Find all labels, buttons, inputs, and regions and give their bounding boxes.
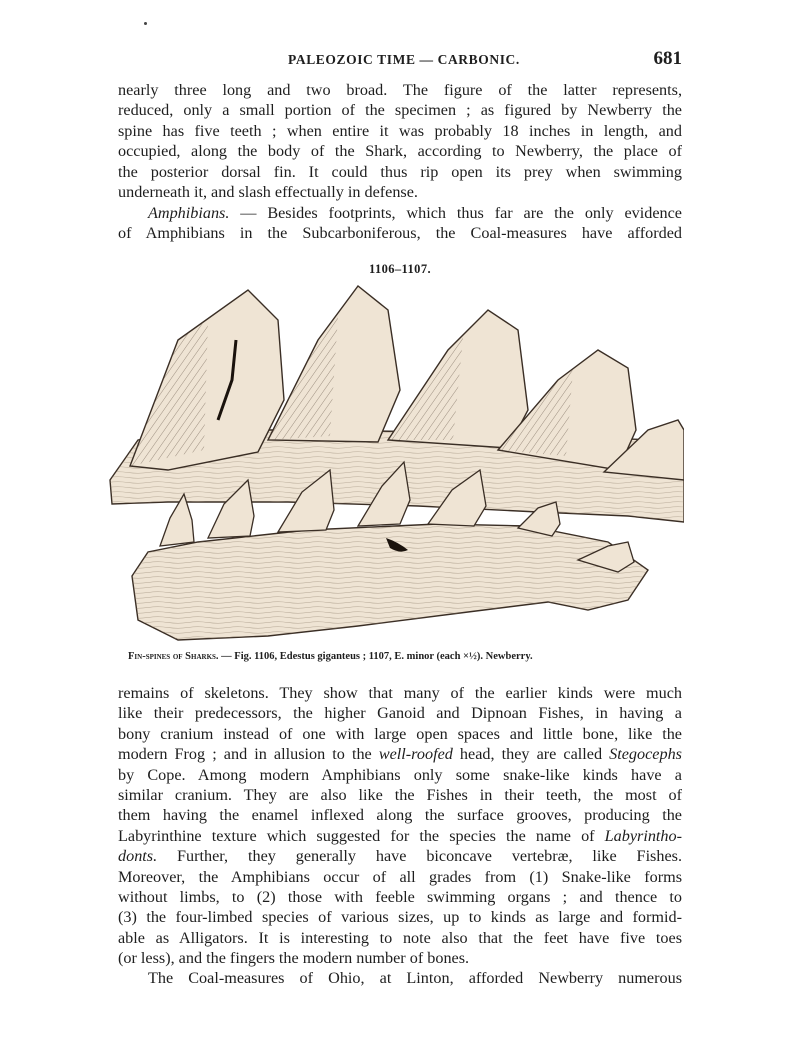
italic-term: Stegocephs	[609, 745, 682, 764]
amphibians-paragraph	[118, 203, 682, 244]
text-line: (3) the four-limbed species of various sizes, up to kinds as large and formid-	[118, 908, 682, 927]
section-heading: Amphibians.	[148, 204, 230, 222]
text-line: (or less), and the fingers the modern number of bones.	[118, 949, 470, 968]
text-line: reduced, only a small portion of the specimen ; as figured by Newberry the	[118, 101, 682, 120]
text-line: underneath it, and slash effectually in defense.	[118, 182, 418, 201]
text-run: Further, they generally have biconcave vertebræ, like Fishes.	[157, 847, 682, 866]
text-line: similar cranium. They are also like the Fishes in their teeth, the most of	[118, 785, 682, 804]
text-line: without limbs, to (2) those with feeble swimming organs ; and thence to	[118, 887, 682, 906]
speck	[144, 22, 147, 25]
page-number: 681	[653, 48, 682, 69]
text-line: nearly three long and two broad. The figure of the latter represents,	[118, 81, 682, 99]
text-line: by Cope. Among modern Amphibians only some snake-like kinds have a	[118, 765, 682, 784]
italic-term: donts.	[118, 847, 158, 866]
italic-term: well-roofed	[378, 745, 453, 764]
text-line: spine has five teeth ; when entire it was probably 18 inches in length, and	[118, 121, 682, 140]
running-head	[120, 50, 682, 72]
text-line: Moreover, the Amphibians occur of all grades from (1) Snake-like forms	[118, 867, 682, 886]
text-line: of Amphibians in the Subcarboniferous, the Coal-measures have afforded	[118, 224, 682, 243]
text-line	[118, 846, 682, 866]
top-paragraph	[118, 80, 682, 202]
body-paragraph	[118, 683, 682, 989]
text-line	[118, 203, 682, 223]
figure-number: 1106–1107.	[369, 262, 431, 276]
text-run: modern Frog ; and in allusion to the	[118, 745, 379, 764]
text-line: bony cranium instead of one with large open spaces and little bone, like the	[118, 724, 682, 743]
caption-heading: Fin-spines of Sharks.	[128, 651, 219, 662]
italic-term: Labyrintho-	[604, 826, 682, 845]
text-run: head, they are called	[452, 745, 610, 764]
text-line	[118, 744, 682, 764]
text-line: them having the enamel inflexed along the surface grooves, producing the	[118, 806, 682, 825]
text-run: — Besides footprints, which thus far are the only evidence	[229, 204, 682, 222]
fossil-illustration	[108, 280, 684, 650]
text-line: occupied, along the body of the Shark, according to Newberry, the place of	[118, 142, 682, 161]
figure-caption	[128, 651, 668, 662]
text-run: Labyrinthine texture which suggested for the species the name of	[118, 826, 605, 845]
caption-text: — Fig. 1106, Edestus giganteus ; 1107, E. minor (each ×½). Newberry.	[218, 651, 533, 662]
text-line	[118, 826, 682, 846]
text-line: remains of skeletons. They show that many of the earlier kinds were much	[118, 684, 682, 702]
text-line: the posterior dorsal fin. It could thus rip open its prey when swimming	[118, 162, 682, 181]
text-line: able as Alligators. It is interesting to note also that the feet have five toes	[118, 928, 682, 947]
text-line: like their predecessors, the higher Ganoid and Dipnoan Fishes, in having a	[118, 704, 682, 723]
text-line: The Coal-measures of Ohio, at Linton, afforded Newberry numerous	[148, 969, 682, 988]
running-head-title: PALEOZOIC TIME — CARBONIC.	[288, 52, 520, 67]
